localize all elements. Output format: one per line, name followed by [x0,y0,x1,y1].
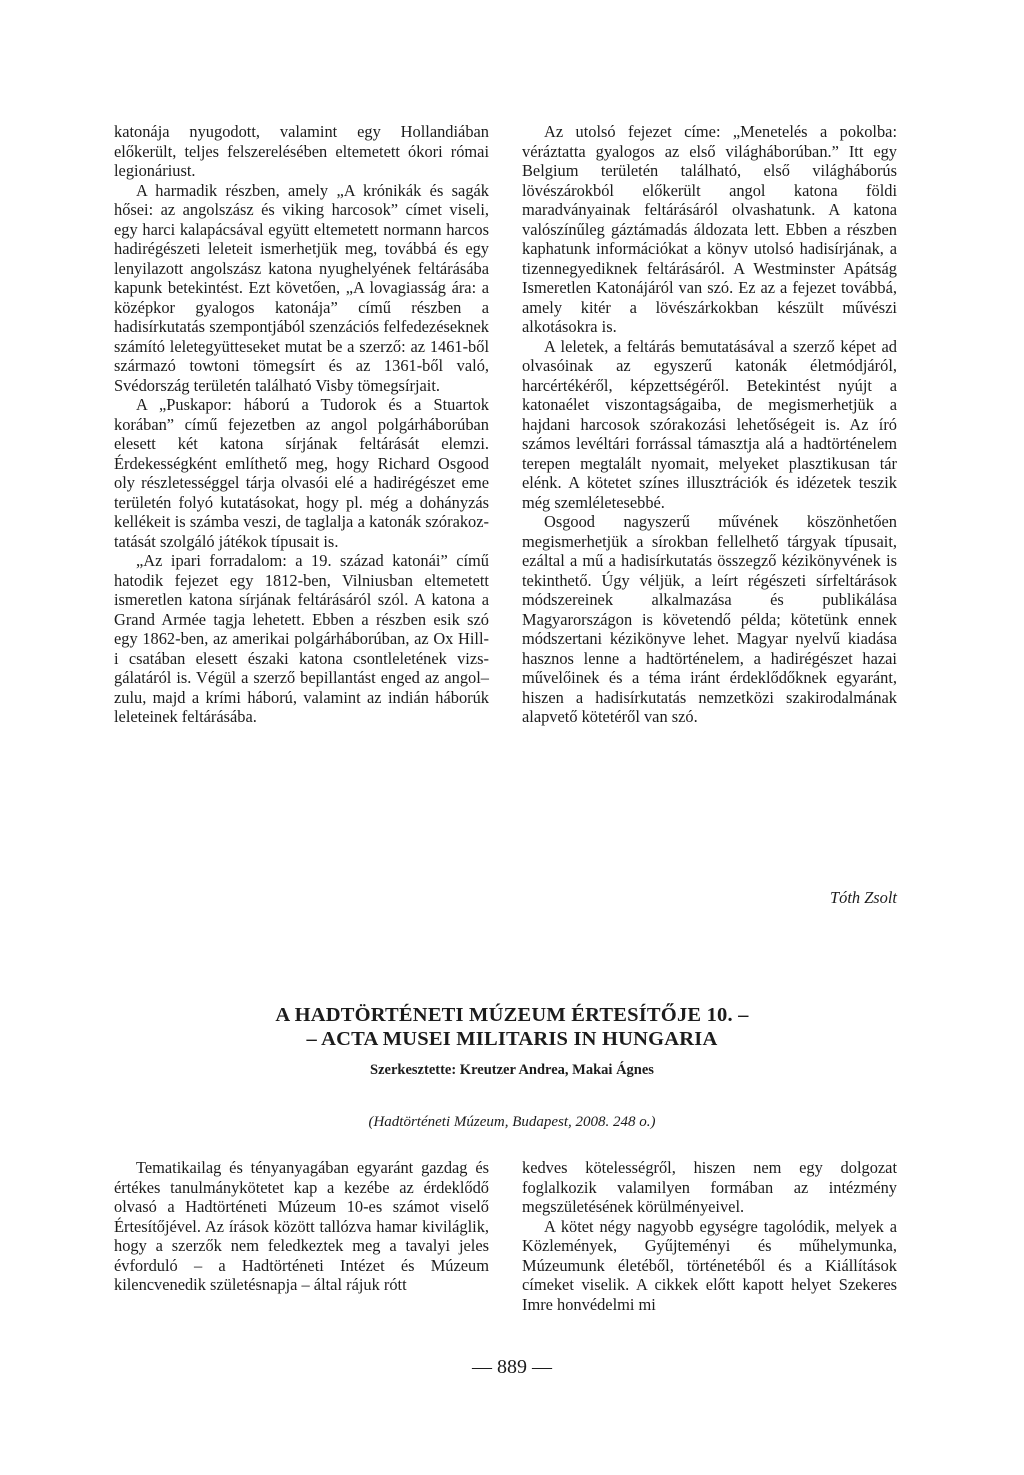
review-editors: Szerkesztette: Kreutzer Andrea, Makai Ágnes [370,1062,654,1078]
paragraph: A leletek, a feltárás bemutatásával a szerző képet ad olvasóinak az egyszerű katonák életmódjáról, harcértékéről, képzettségéről. Betekintést nyújt a katonaélet viszontagságaiba, de megismerhetjük a hajdani harcosok szórakozási lehetőségeit is. Az író számos levéltári forrással támasztja alá a hadtörténelem terepen megtalált nyomait, melyeket plasztikusan tár elénk. A kötetet színes illusztrációk és idézetek teszik még szemléletesebbé. [522,336,897,512]
paragraph: katonája nyugodott, valamint egy Hollandiában előkerült, teljes felszerelésében eltemetett ókori római legionáriust. [114,122,489,180]
page-number: — 889 — [472,1356,552,1378]
review1-column-left [114,122,489,727]
paragraph: Osgood nagyszerű művének köszönhetően megismerhetjük a sírokban fellelhető tárgyak típusait, ezáltal a mű a hadisírkutatás összegző kézikönyvének is tekinthető. Úgy véljük, a leírt régészeti sírfeltárások módszereinek alkalmazása és publikálása Magyarországon is követendő példa; kötetünk ennek módszertani kézikönyve lehet. Magyar nyelvű kiadása hasznos lenne a hadtörténelem, a hadirégészet hazai művelőinek és a téma iránt érdeklődőknek egyaránt, hiszen a hadisírkutatás nemzetközi szakirodalmának alapvető kötetéről van szó. [522,512,897,726]
review2-column-right [522,1158,897,1314]
paragraph: A „Puskapor: háború a Tudorok és a Stuartok korában” című fejezetben az angol polgárháborúban elesett két katona sírjának feltárását elemzi. Érdekességként említhető meg, hogy Richard Osgood oly részletességgel tárja olvasói elé a hadirégészet eme területén folyó kutatásokat, hogy pl. még a dohányzás kellékeit is számba veszi, de taglalja a katonák szórakoztatását szolgáló játékok típusait is. [114,395,489,551]
review-title-line1: A HADTÖRTÉNETI MÚZEUM ÉRTESÍTŐJE 10. – [275,1004,749,1026]
review2-column-left [114,1158,489,1295]
paragraph: A harmadik részben, amely „A krónikák és sagák hősei: az angolszász és viking harcosok” címet viseli, egy harci kalapácsával együtt eltemetett normann harcos hadirégészeti leleteit ismerhetjük meg, továbbá és egy lenyilazott angolszász katona nyughelyének feltárásába kapunk betekintést. Ezt követően, „A lovagiasság ára: a középkor gyalogos katonája” című részben a hadisírkutatás szempontjából szenzációs felfedezéseknek számító leletegyütteseket mutat be a szerző: az 1461-ből származó towtoni tömegsírt és az 1361-ből való, Svédország területén található Visby tömegsírjait. [114,180,489,395]
paragraph: Tematikailag és tényanyagában egyaránt gazdag és értékes tanulmánykötetet kap a kezébe az érdeklődő olvasó a Hadtörténeti Múzeum 10-es számot viselő Értesítőjével. Az írások között tallózva hamar kiviláglik, hogy a szerzők nem feledkeztek meg a tavalyi jeles évforduló – a Hadtörténeti Intézet és Múzeum kilencvenedik születésnapja – által rájuk rótt [114,1158,489,1294]
paragraph: Az utolsó fejezet címe: „Menetelés a pokolba: véráztatta gyalogos az első világháborúban.” Itt egy Belgium területén található, első világháborús lövészárokból előkerült angol katona földi maradványainak feltárásáról olvashatunk. A katona valószínűleg gáztámadás áldozata lett. Ebben a részben kaphatunk információkat a könyv utolsó hadisírjának, a tizennegyediknek feltárásáról. A Westminster Apátság Ismeretlen Katonájáról van szó. Ez az a fejezet továbbá, amely kitér a lövészárkokban készült művészi alkotásokra is. [522,122,897,336]
paragraph: A kötet négy nagyobb egységre tagolódik, melyek a Közlemények, Gyűjteményi és műhelymunka, Múzeumunk életéből, történetéből és a Kiállítások címeket viselik. A cikkek előtt kapott helyet Szekeres Imre honvédelmi mi [522,1216,897,1314]
publication-info: (Hadtörténeti Múzeum, Budapest, 2008. 248 o.) [368,1114,656,1130]
review-title [0,1003,1024,1051]
review-signature: Tóth Zsolt [830,888,897,907]
paragraph: „Az ipari forradalom: a 19. század katonái” című hatodik fejezet egy 1812-ben, Vilniusban eltemetett ismeretlen katona sírjának feltárásáról szól. A katona a Grand Armée tagja lehetett. Ebben a részben esik szó egy 1862-ben, az amerikai polgárháborúban, az Ox Hill-i csatában elesett északi katona csontleletének vizsgálatáról is. Végül a szerző bepillantást enged az angol–zulu, majd a krími háború, valamint az indián háborúk leleteinek feltárásába. [114,551,489,726]
review1-column-right [522,122,897,727]
paragraph: kedves kötelességről, hiszen nem egy dolgozat foglalkozik valamilyen formában az intézmény megszületésének körülményeivel. [522,1158,897,1216]
review-title-line2: – ACTA MUSEI MILITARIS IN HUNGARIA [306,1028,718,1050]
